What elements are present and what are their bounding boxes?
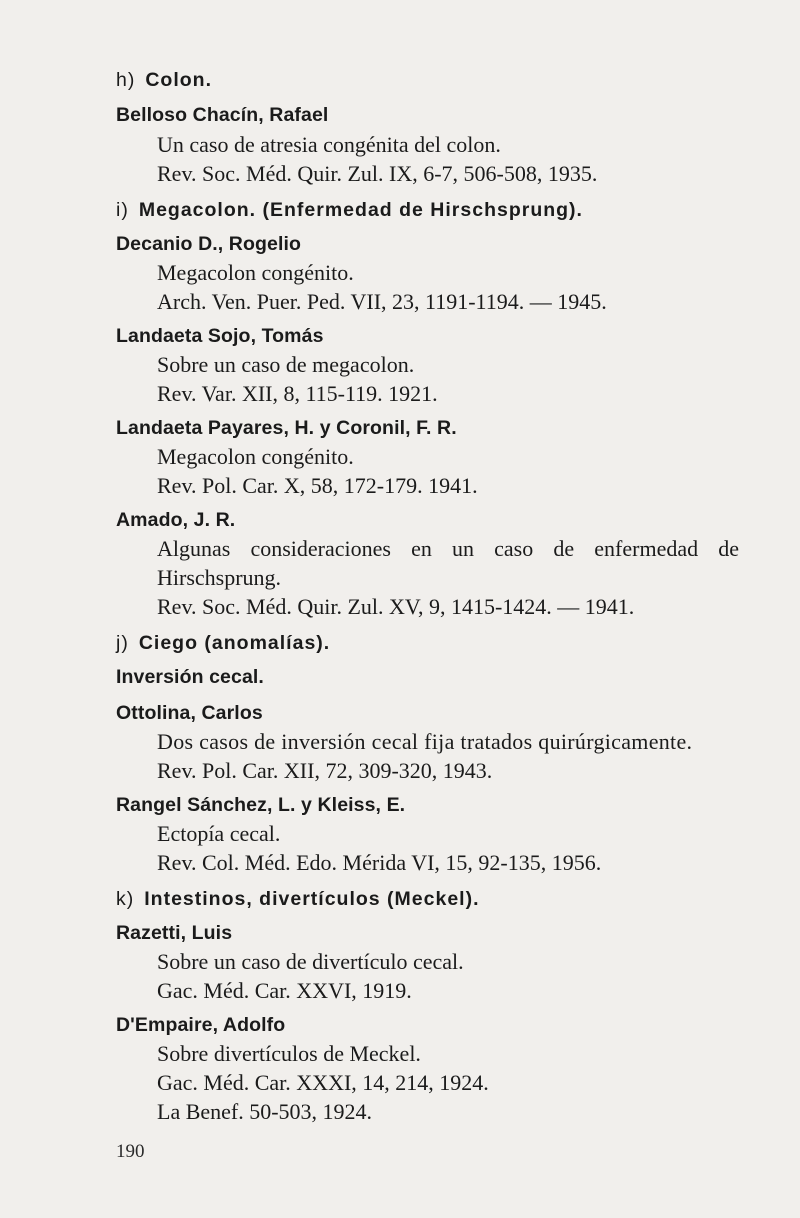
entry-author: Landaeta Payares, H. y Coronil, F. R. xyxy=(116,417,457,439)
entry-citation: Rev. Var. XII, 8, 115-119. 1921. xyxy=(157,381,438,406)
entry-title: Dos casos de inversión cecal fija tratados quirúrgicamente. xyxy=(157,729,693,754)
subsection-heading: Inversión cecal. xyxy=(116,666,264,688)
entry-author: D'Empaire, Adolfo xyxy=(116,1014,286,1036)
entry-citation: Rev. Col. Méd. Edo. Mérida VI, 15, 92-135, 1956. xyxy=(157,850,602,875)
section-title: Ciego (anomalías). xyxy=(138,632,331,654)
entry-author: Belloso Chacín, Rafael xyxy=(116,104,329,126)
entry-title: Un caso de atresia congénita del colon. xyxy=(157,132,501,157)
entry-citation: Rev. Soc. Méd. Quir. Zul. XV, 9, 1415-1424. — 1941. xyxy=(157,594,635,619)
entry-title-continued: Hirschsprung. xyxy=(157,565,282,590)
entry-author: Ottolina, Carlos xyxy=(116,702,263,724)
entry-title: Sobre un caso de megacolon. xyxy=(157,352,415,377)
page-number: 190 xyxy=(116,1141,145,1162)
section-letter: i) xyxy=(116,199,129,221)
entry-citation-additional: La Benef. 50-503, 1924. xyxy=(157,1099,373,1124)
entry-title: Megacolon congénito. xyxy=(157,260,354,285)
entry-citation: Gac. Méd. Car. XXVI, 1919. xyxy=(157,978,412,1003)
entry-title: Sobre un caso de divertículo cecal. xyxy=(157,949,464,974)
entry-citation: Rev. Pol. Car. X, 58, 172-179. 1941. xyxy=(157,473,478,498)
section-letter: j) xyxy=(116,632,129,654)
section-letter: k) xyxy=(116,888,135,910)
entry-title: Algunas consideraciones en un caso de enfermedad de xyxy=(157,536,739,561)
section-letter: h) xyxy=(116,69,136,91)
entry-title: Megacolon congénito. xyxy=(157,444,354,469)
entry-author: Razetti, Luis xyxy=(116,922,233,944)
section-heading-j xyxy=(116,630,330,656)
section-title: Intestinos, divertículos (Meckel). xyxy=(144,888,480,910)
entry-author: Landaeta Sojo, Tomás xyxy=(116,325,324,347)
section-heading-k xyxy=(116,886,480,912)
entry-citation: Arch. Ven. Puer. Ped. VII, 23, 1191-1194. — 1945. xyxy=(157,289,607,314)
entry-author: Decanio D., Rogelio xyxy=(116,233,302,255)
section-title: Megacolon. (Enfermedad de Hirschsprung). xyxy=(138,199,583,221)
entry-author: Rangel Sánchez, L. y Kleiss, E. xyxy=(116,794,406,816)
entry-author: Amado, J. R. xyxy=(116,509,236,531)
entry-title: Sobre divertículos de Meckel. xyxy=(157,1041,421,1066)
entry-title: Ectopía cecal. xyxy=(157,821,281,846)
section-heading-h xyxy=(116,67,212,93)
entry-citation: Rev. Pol. Car. XII, 72, 309-320, 1943. xyxy=(157,758,493,783)
entry-citation: Gac. Méd. Car. XXXI, 14, 214, 1924. xyxy=(157,1070,489,1095)
section-title: Colon. xyxy=(145,69,212,91)
section-heading-i xyxy=(116,197,583,223)
entry-citation: Rev. Soc. Méd. Quir. Zul. IX, 6-7, 506-508, 1935. xyxy=(157,161,598,186)
